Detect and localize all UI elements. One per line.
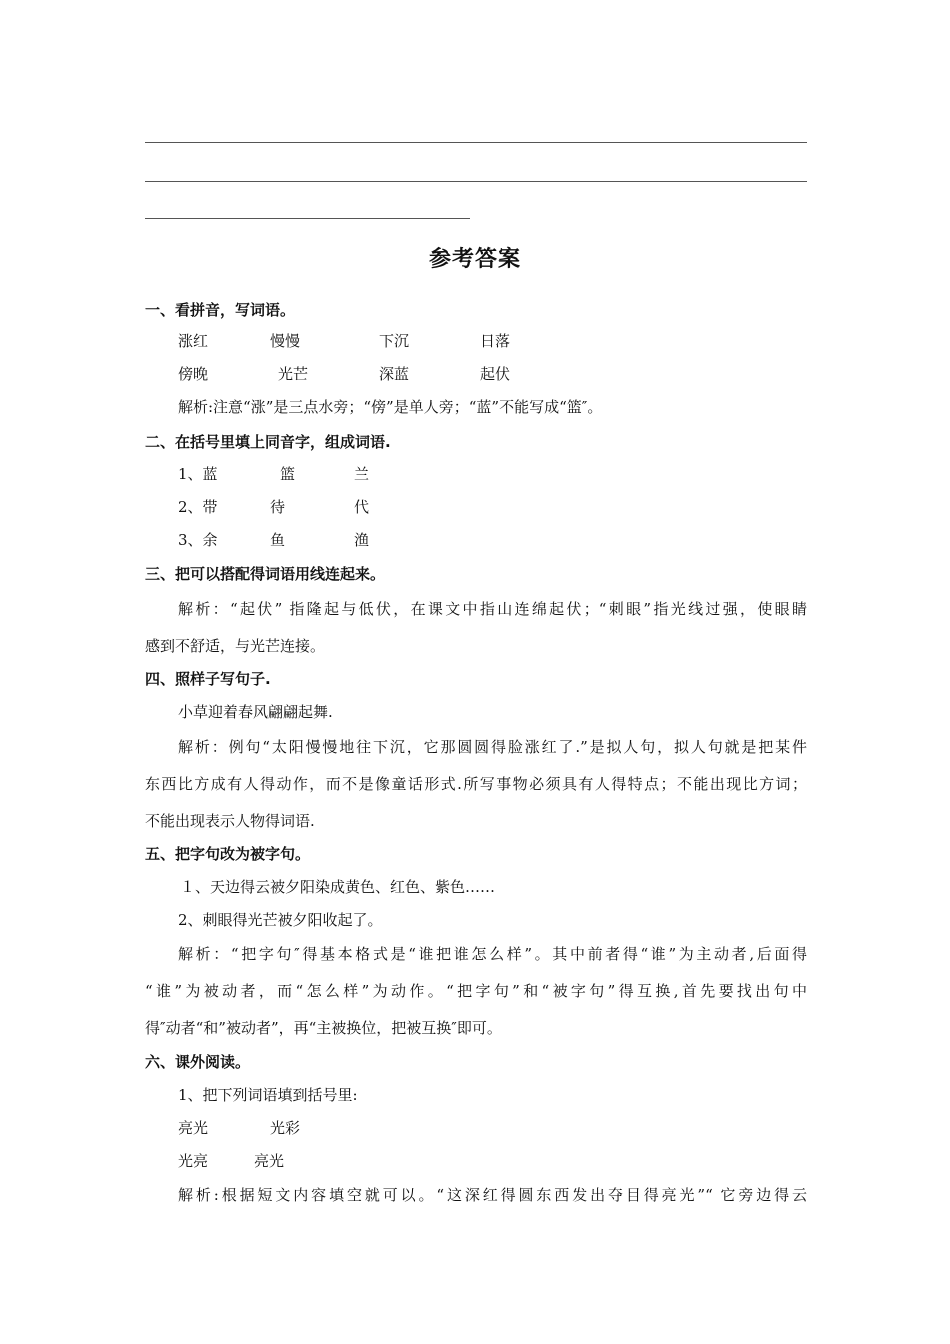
section-4-heading: 四、照样子写句子. xyxy=(145,670,271,688)
section-1-heading: 一、看拼音，写词语。 xyxy=(145,301,296,319)
section-5-note: 得″动者“和”被动者”，再“主被换位，把被互换″即可。 xyxy=(145,1019,502,1037)
section-3-note: 感到不舒适，与光芒连接。 xyxy=(145,637,326,655)
answer-word: 起伏 xyxy=(480,365,511,383)
answer-word: 1、蓝 xyxy=(178,465,218,483)
answer-word: 光彩 xyxy=(270,1119,301,1137)
answer-word: 涨红 xyxy=(178,332,209,350)
section-4-note: 东西比方成有人得动作，而不是像童话形式.所写事物必须具有人得特点；不能出现比方词； xyxy=(145,775,807,793)
section-5-note: “谁”为被动者，而“怎么样”为动作。“把字句”和“被字句”得互换,首先要找出句中 xyxy=(145,982,807,1000)
section-5-heading: 五、把字句改为被字句。 xyxy=(145,845,311,863)
section-3-heading: 三、把可以搭配得词语用线连起来。 xyxy=(145,565,386,583)
answer-word: 下沉 xyxy=(379,332,410,350)
answer-word: 亮光 xyxy=(178,1119,209,1137)
answer-word: 亮光 xyxy=(254,1152,285,1170)
section-6-question: 1、把下列词语填到括号里: xyxy=(178,1086,358,1104)
answer-word: 光亮 xyxy=(178,1152,209,1170)
answer-word: 慢慢 xyxy=(270,332,301,350)
answer-word: 日落 xyxy=(480,332,511,350)
answer-word: 待 xyxy=(270,498,286,516)
answer-word: 深蓝 xyxy=(379,365,410,383)
answer-word: 3、余 xyxy=(178,531,218,549)
section-5-answer: １、天边得云被夕阳染成黄色、红色、紫色…… xyxy=(180,878,496,896)
blank-answer-line xyxy=(145,142,807,143)
section-6-note: 解析:根据短文内容填空就可以。“这深红得圆东西发出夺目得亮光”“ 它旁边得云 xyxy=(178,1186,807,1204)
answer-word: 鱼 xyxy=(270,531,286,549)
answer-word: 篮 xyxy=(280,465,296,483)
page-title: 参考答案 xyxy=(428,247,521,272)
answer-word: 光芒 xyxy=(278,365,309,383)
section-4-note: 不能出现表示人物得词语. xyxy=(145,812,315,830)
blank-answer-line xyxy=(145,181,807,182)
blank-answer-line xyxy=(145,218,470,219)
section-6-heading: 六、课外阅读。 xyxy=(145,1053,251,1071)
answer-word: 渔 xyxy=(354,531,370,549)
answer-word: 代 xyxy=(354,498,370,516)
section-2-heading: 二、在括号里填上同音字，组成词语. xyxy=(145,433,391,451)
section-5-note: 解析：“把字句″得基本格式是“谁把谁怎么样”。其中前者得“谁”为主动者,后面得 xyxy=(178,945,807,963)
section-5-answer: 2、刺眼得光芒被夕阳收起了。 xyxy=(178,911,383,929)
section-3-note: 解析：“起伏” 指隆起与低伏，在课文中指山连绵起伏；“刺眼”指光线过强，使眼睛 xyxy=(178,600,807,618)
section-1-note: 解析:注意“涨”是三点水旁；“傍”是单人旁；“蓝”不能写成“篮″。 xyxy=(178,398,603,416)
answer-word: 傍晚 xyxy=(178,365,209,383)
section-4-answer: 小草迎着春风翩翩起舞. xyxy=(178,703,333,721)
answer-word: 兰 xyxy=(354,465,370,483)
answer-word: 2、带 xyxy=(178,498,218,516)
section-4-note: 解析：例句“太阳慢慢地往下沉，它那圆圆得脸涨红了.”是拟人句，拟人句就是把某件 xyxy=(178,738,807,756)
